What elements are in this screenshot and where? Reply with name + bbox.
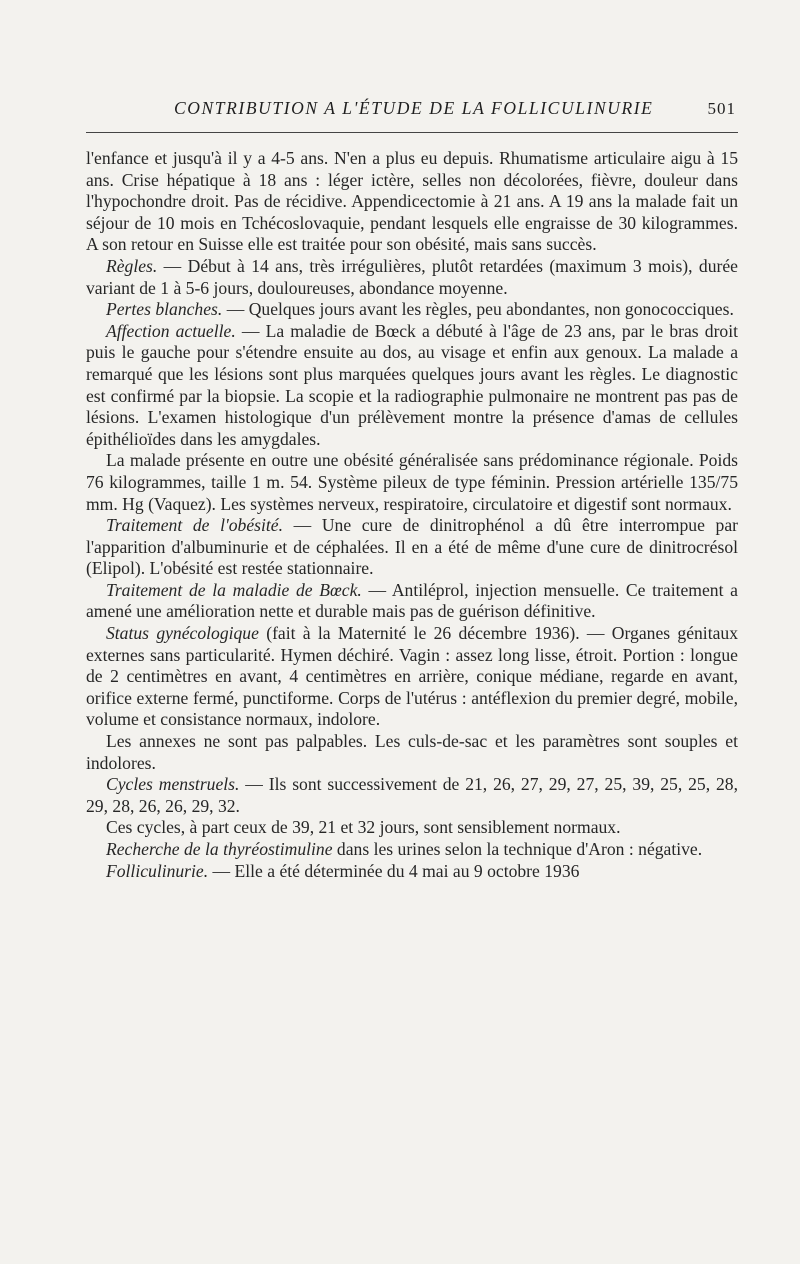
- paragraph-text: — Une cure de dinitrophénol a dû être interrompue par l'apparition d'albuminurie et de céphalées. Il en a été de même d'une cure de dinitrocrésol (Elipol). L'obésité est restée stationnaire.: [86, 515, 738, 579]
- paragraph: [86, 774, 738, 817]
- paragraph-text: l'enfance et jusqu'à il y a 4-5 ans. N'en a plus eu depuis. Rhumatisme articulaire aigu à 15 ans. Crise hépatique à 18 ans : léger ictère, selles non décolorées, fièvre, douleur dans l'hypochondre droit. Pas de récidive. Appendicectomie à 21 ans. A 19 ans la malade fait un séjour de 10 mois en Tchécoslovaquie, pendant lesquels elle engraisse de 30 kilogrammes. A son retour en Suisse elle est traitée pour son obésité, mais sans succès.: [86, 148, 738, 255]
- paragraph-lead: Règles.: [106, 255, 158, 276]
- paragraph: [86, 515, 738, 580]
- page-number: 501: [707, 99, 736, 118]
- page-header: [86, 98, 738, 128]
- body-text: [86, 148, 738, 882]
- paragraph: [86, 299, 738, 321]
- paragraph-lead: Traitement de la maladie de Bœck.: [106, 579, 362, 600]
- paragraph-text: — Début à 14 ans, très irrégulières, plutôt retardées (maximum 3 mois), durée variant de 1 à 5-6 jours, douloureuses, abondance moyenne.: [86, 255, 738, 298]
- paragraph-text: La malade présente en outre une obésité généralisée sans prédominance régionale. Poids 76 kilogrammes, taille 1 m. 54. Système pileux de type féminin. Pression artérielle 135/75 mm. Hg (Vaquez). Les systèmes nerveux, respiratoire, circulatoire et digestif sont normaux.: [86, 450, 738, 514]
- paragraph: [86, 839, 738, 861]
- paragraph: [86, 148, 738, 256]
- paragraph-text: Les annexes ne sont pas palpables. Les culs-de-sac et les paramètres sont souples et indolores.: [86, 731, 738, 773]
- paragraph-lead: Cycles menstruels.: [106, 774, 240, 795]
- paragraph-text: Ces cycles, à part ceux de 39, 21 et 32 jours, sont sensiblement normaux.: [106, 817, 621, 838]
- paragraph: [86, 623, 738, 731]
- paragraph: [86, 861, 738, 883]
- paragraph: [86, 450, 738, 515]
- paragraph: [86, 731, 738, 774]
- paragraph: [86, 580, 738, 623]
- paragraph-text: dans les urines selon la technique d'Aron : négative.: [332, 839, 703, 859]
- paragraph-text: (fait à la Maternité le 26 décembre 1936). — Organes génitaux externes sans particularité. Hymen déchiré. Vagin : assez long lisse, étroit. Portion : longue de 2 centimètres en avant, 4 centimètres en arrière, conique médiane, regarde en avant, orifice externe fermé, punctiforme. Corps de l'utérus : antéflexion du premier degré, mobile, volume et consistance normaux, indolore.: [86, 623, 738, 730]
- paragraph: [86, 256, 738, 299]
- paragraph-lead: Recherche de la thyréostimuline: [106, 839, 333, 859]
- paragraph: [86, 817, 738, 839]
- paragraph-text: — Ils sont successivement de 21, 26, 27, 29, 27, 25, 39, 25, 25, 28, 29, 28, 26, 26, 29, 32.: [86, 774, 738, 816]
- paragraph-text: — La maladie de Bœck a débuté à l'âge de 23 ans, par le bras droit puis le gauche pour s'étendre ensuite au dos, au visage et enfin aux genoux. La malade a remarqué que les lésions sont plus marquées quelques jours avant les règles. Le diagnostic est confirmé par la biopsie. La scopie et la radiographie pulmonaire ne montrent pas pas de lésions. L'examen histologique d'un prélèvement montre la présence d'amas de cellules épithélioïdes dans les amygdales.: [86, 320, 738, 449]
- running-title: CONTRIBUTION A L'ÉTUDE DE LA FOLLICULINURIE: [174, 98, 654, 118]
- paragraph-text: — Quelques jours avant les règles, peu abondantes, non gonococciques.: [222, 299, 734, 320]
- paragraph-lead: Traitement de l'obésité.: [106, 515, 283, 536]
- paragraph-lead: Pertes blanches.: [106, 299, 223, 320]
- paragraph-text: — Antiléprol, injection mensuelle. Ce traitement a amené une amélioration nette et durable mais pas de guérison définitive.: [86, 579, 738, 622]
- paragraph: [86, 321, 738, 451]
- paragraph-lead: Status gynécologique: [106, 623, 259, 644]
- paragraph-lead: Affection actuelle.: [106, 320, 236, 341]
- paragraph-text: — Elle a été déterminée du 4 mai au 9 octobre 1936: [208, 860, 580, 881]
- header-rule: [86, 132, 738, 133]
- paragraph-lead: Folliculinurie.: [106, 860, 209, 881]
- document-page: [86, 0, 738, 1264]
